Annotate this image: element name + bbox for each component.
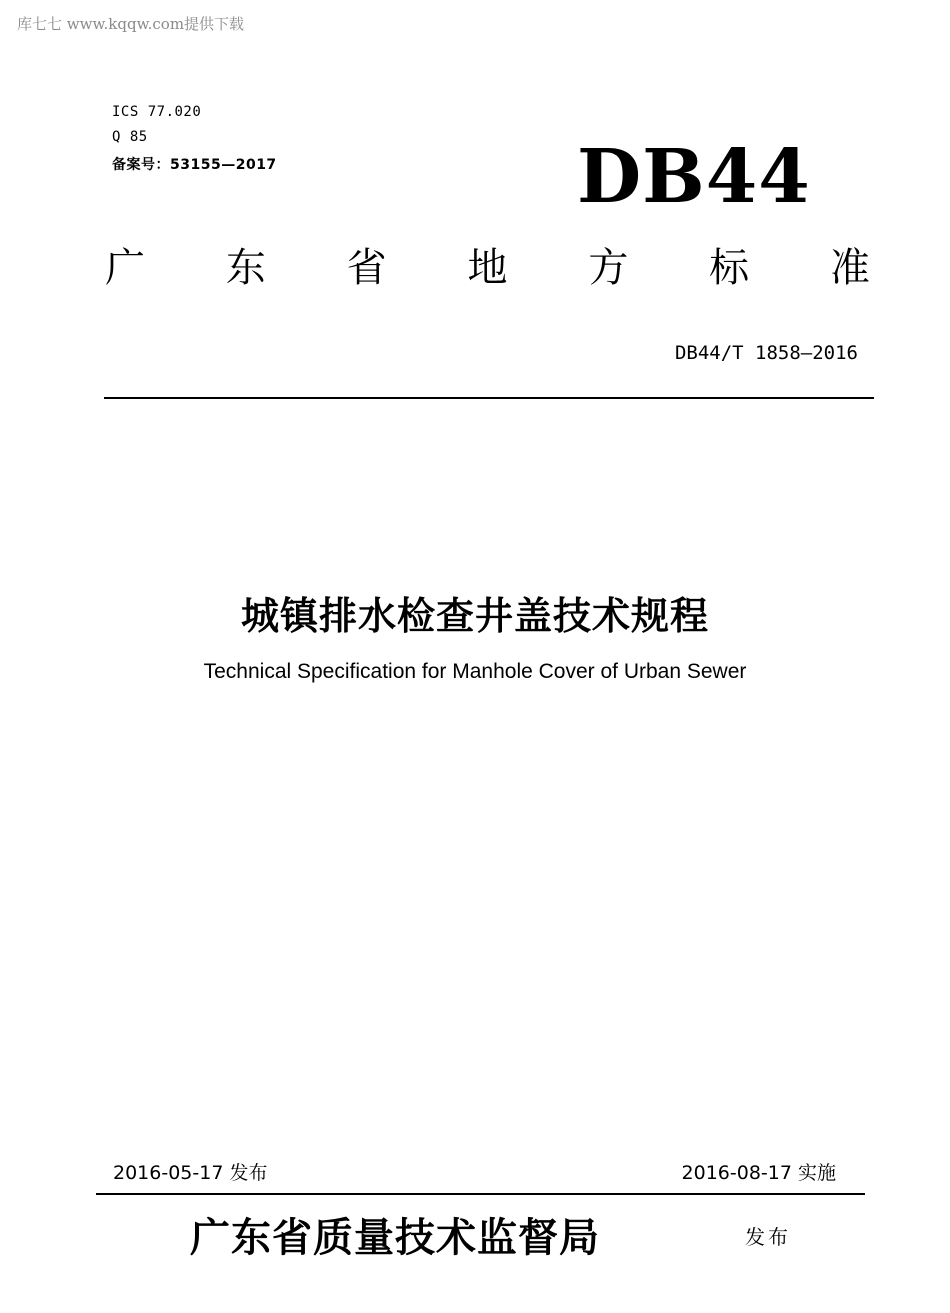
registration-number: 备案号：53155—2017: [112, 157, 277, 173]
standard-type-title: [105, 245, 870, 291]
classification-code: Q 85: [112, 129, 148, 145]
ics-code: ICS 77.020: [112, 104, 202, 120]
implement-date: 2016-08-17 实施: [681, 1162, 836, 1184]
top-divider: [104, 397, 874, 399]
watermark-text: 库七七 www.kqqw.com提供下载: [17, 15, 245, 33]
bottom-divider: [96, 1193, 865, 1195]
issue-label: 发布: [745, 1225, 791, 1249]
document-title: 城镇排水检查井盖技术规程: [240, 594, 709, 638]
title-char: 标: [709, 245, 750, 291]
title-char: 地: [467, 245, 508, 291]
standard-code-heading: DB44: [577, 134, 811, 220]
publish-date: 2016-05-17 发布: [113, 1162, 268, 1184]
title-char: 东: [225, 245, 266, 291]
title-char: 方: [588, 245, 629, 291]
title-char: 广: [105, 245, 145, 291]
standard-number: DB44/T 1858—2016: [674, 342, 858, 364]
title-char: 省: [346, 245, 387, 291]
document-subtitle: Technical Specification for Manhole Cover of Urban Sewer: [203, 660, 747, 683]
title-char: 准: [829, 245, 870, 291]
issuing-authority: 广东省质量技术监督局: [190, 1214, 600, 1261]
